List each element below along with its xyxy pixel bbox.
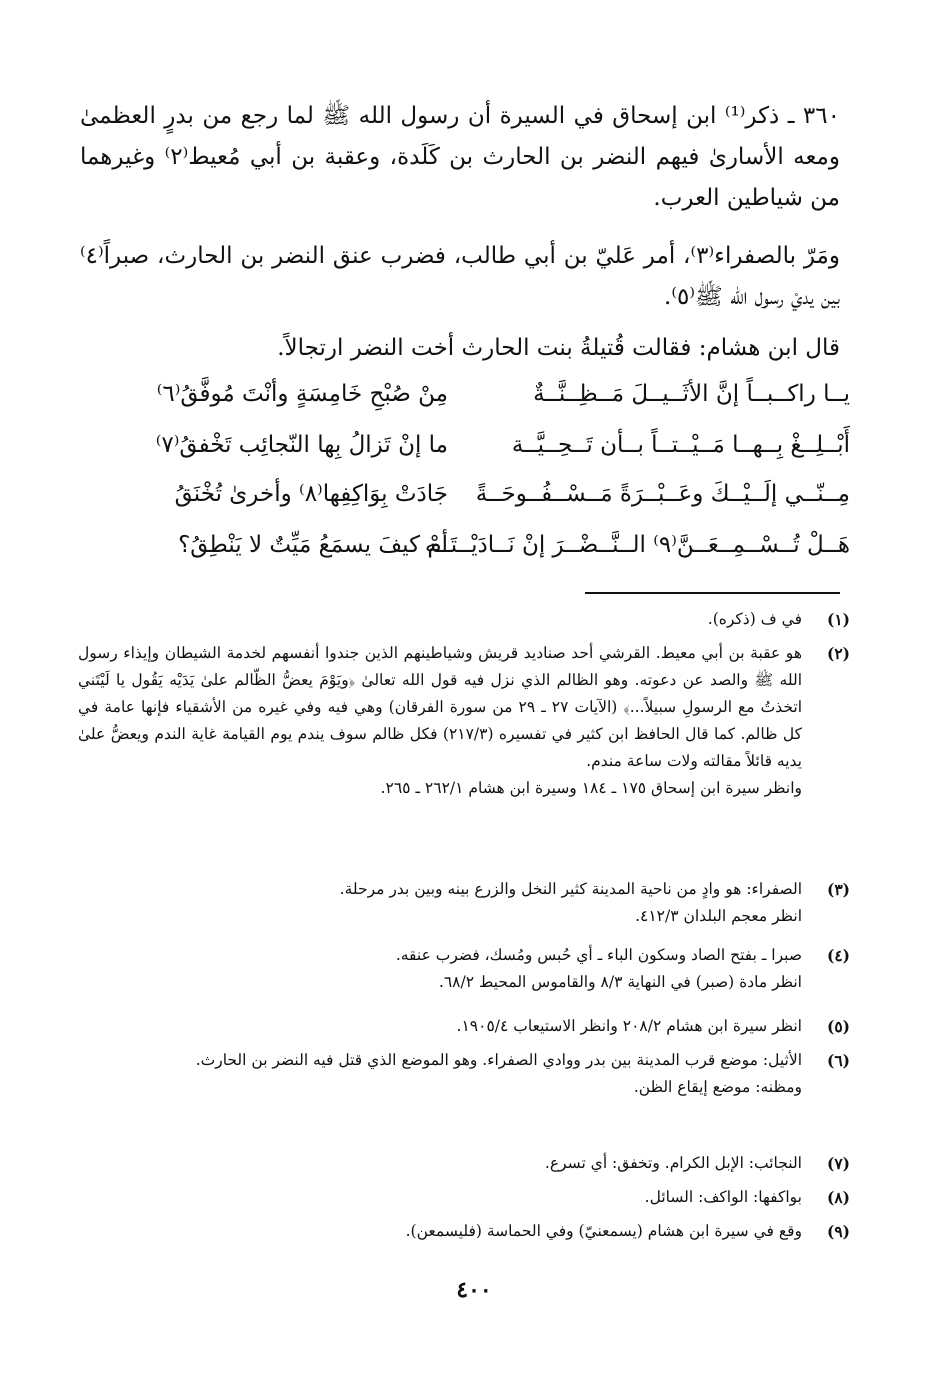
verse-first-hemistich: هَــلْ تُــسْــمِــعَــنَّ⁽٩⁾ الــنَّــضْــرَ إنْ نَــادَيْــتَــه [424, 532, 850, 558]
verse-line [70, 432, 850, 476]
footnote-number: (٤) [826, 946, 850, 965]
verse-line [70, 532, 850, 576]
footnote [78, 606, 850, 633]
verse-first-hemistich: مِــنّــي إلَــيْــكَ وعَــبْــرَةً مَــسْــفُــوحَــةً [475, 481, 850, 507]
verse-line [70, 481, 850, 525]
paragraph-safra: ومَرّ بالصفراء⁽٣⁾، أمر عَليّ بن أبي طالب، فضرب عنق النضر بن الحارث، صبراً⁽٤⁾ بين يديْ رسول الله ﷺ⁽٥⁾. [80, 243, 840, 310]
verse-line [70, 381, 850, 425]
verse-first-hemistich: يــا راكــبــاً إنَّ الأثَــيــلَ مَــظِــنَّــةٌ [533, 381, 850, 407]
footnote-text: هو عقبة بن أبي معيط. القرشي أحد صناديد قريش وشياطينهم الذين جندوا أنفسهم لخدمة الشيطان وإيذاء رسول الله ﷺ والصد عن دعوته. وهو الظالم الذي نزل فيه قول الله تعالىٰ ﴿ويَوْمَ يعضُّ الظّالم علىٰ يَدَيْه يَقُول يا لَيْتَني اتخذتُ مع الرسولِ سبيلاً...﴾ (الآيات ٢٧ ـ ٢٩ من سورة الفرقان) وهي فيه وفي غيره من الأشقياء فإنها عامة في كل ظالم. كما قال الحافظ ابن كثير في تفسيره (٢١٧/٣) فكل ظالم سوف يندم يوم القيامة غاية الندم ويعضُّ علىٰ يديه قائلاً مقالته ولات ساعة مندم. [78, 644, 802, 770]
footnote [78, 876, 850, 930]
footnote-number: (٦) [826, 1051, 850, 1070]
footnote-text: انظر مادة (صبر) في النهاية ٨/٣ والقاموس المحيط ٦٨/٢. [438, 973, 802, 991]
verse-second-hemistich: ما إنْ تَزالُ بِها النّجائِب تَخْفقُ⁽٧⁾ [155, 432, 448, 458]
paragraph-ibn-hisham: قال ابن هشام: فقالت قُتيلةُ بنت الحارث أخت النضر ارتجالاً. [277, 335, 840, 361]
footnote-number: (١) [826, 610, 850, 629]
footnote-divider [585, 592, 840, 594]
verse-second-hemistich: مِنْ صُبْحِ خَامِسَةٍ وأنْتَ مُوفَّقُ⁽٦⁾ [156, 381, 448, 407]
footnote-number: (٨) [826, 1188, 850, 1207]
footnote-number: (٩) [826, 1222, 850, 1241]
footnote-number: (٧) [826, 1154, 850, 1173]
footnote-number: (٣) [826, 880, 850, 899]
footnote [78, 1218, 850, 1245]
footnote-text: بواكفها: الواكف: السائل. [644, 1188, 802, 1206]
verse-second-hemistich: أمْ كيفَ يسمَعُ مَيِّتٌ لا يَنْطِقُ؟ [178, 532, 448, 558]
footnote-text: النجائب: الإبل الكرام. وتخفق: أي تسرع. [544, 1154, 802, 1172]
footnote-text: وانظر سيرة ابن إسحاق ١٧٥ ـ ١٨٤ وسيرة ابن هشام ٢٦٢/١ ـ ٢٦٥. [380, 779, 802, 797]
footnote [78, 942, 850, 996]
footnote-text: الأثيل: موضع قرب المدينة بين بدر ووادي الصفراء. وهو الموضع الذي قتل فيه النضر بن الحارث. [195, 1051, 802, 1069]
page-number: ٤٠٠ [456, 1277, 492, 1303]
footnote [78, 1150, 850, 1177]
footnote-text: ومظنه: موضع إيقاع الظن. [633, 1078, 802, 1096]
footnote-text: صبرا ـ بفتح الصاد وسكون الباء ـ أي حُبس ومُسك، فضرب عنقه. [395, 946, 802, 964]
footnote-text: انظر سيرة ابن هشام ٢٠٨/٢ وانظر الاستيعاب ١٩٠٥/٤. [456, 1017, 802, 1035]
footnote [78, 1184, 850, 1211]
footnote [78, 1047, 850, 1101]
paragraph-360: ٣٦٠ ـ ذكر⁽¹⁾ ابن إسحاق في السيرة أن رسول الله ﷺ لما رجع من بدرٍ العظمىٰ ومعه الأسارىٰ فيهم النضر بن الحارث بن كَلَدة، وعقبة بن أبي مُعيط⁽٢⁾ وغيرهما من شياطين العرب. [80, 103, 840, 211]
footnote-text: في ف (ذكره). [707, 610, 802, 628]
footnote-text: الصفراء: هو وادٍ من ناحية المدينة كثير النخل والزرع بينه وبين بدر مرحلة. [339, 880, 802, 898]
verse-first-hemistich: أَبْــلِــغْ بِــهــا مَــيْــتــاً بــأن تَــحِــيَّــة [511, 432, 850, 458]
footnote-text: وقع في سيرة ابن هشام (يسمعنيّ) وفي الحماسة (فليسمعن). [405, 1222, 802, 1240]
footnote [78, 1013, 850, 1040]
footnote-number: (٥) [826, 1017, 850, 1036]
verse-second-hemistich: جَادَتْ بِوَاكِفِها⁽٨⁾ وأخرىٰ تُخْنَقُ [174, 481, 448, 507]
footnote-number: (٢) [826, 644, 850, 663]
footnote [78, 640, 850, 802]
footnote-text: انظر معجم البلدان ٤١٢/٣. [635, 907, 802, 925]
